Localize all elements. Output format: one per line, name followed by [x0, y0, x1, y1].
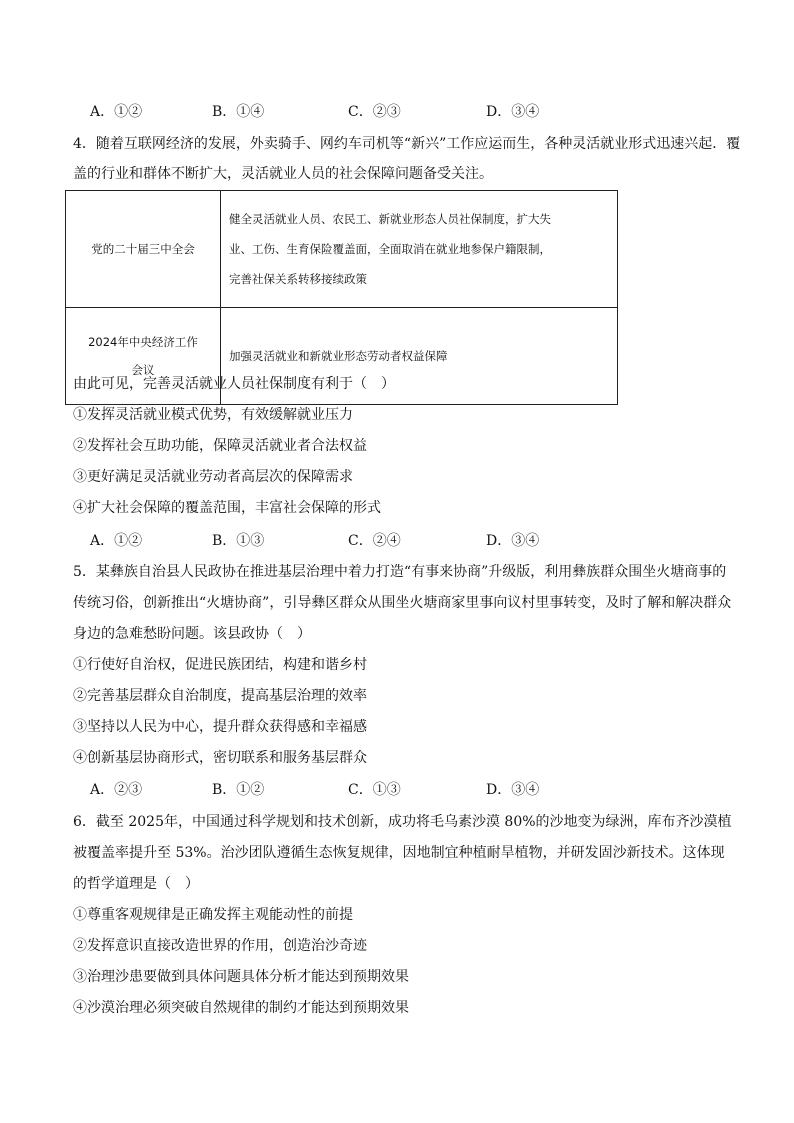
org-name: 党的二十届三中全会 — [91, 242, 195, 256]
q6-stem-line-1: 6．截至 2025年，中国通过科学规划和技术创新，成功将毛乌素沙漠 80%的沙地变为绿洲，库布齐沙漠植 — [73, 814, 732, 830]
q6-statement-2: ②发挥意识直接改造世界的作用，创造治沙奇迹 — [73, 938, 367, 954]
q4-question: 由此可见，完善灵活就业人员社保制度有利于（ ） — [73, 376, 395, 392]
q3-option-b: B．①④ — [212, 104, 265, 120]
q5-option-a: A．②③ — [90, 782, 143, 798]
table-row — [66, 191, 618, 308]
q5-statement-1: ①行使好自治权，促进民族团结，构建和谐乡村 — [73, 657, 367, 673]
q5-option-c: C．①③ — [348, 782, 401, 798]
q4-option-c: C．②④ — [348, 533, 401, 549]
q5-stem-line-3: 身边的急难愁盼问题。该县政协（ ） — [73, 626, 311, 642]
q5-statement-4: ④创新基层协商形式，密切联系和服务基层群众 — [73, 750, 367, 766]
q4-stem-line-1: 4．随着互联网经济的发展，外卖骑手、网约车司机等“新兴”工作应运而生，各种灵活就业形式迅速兴起．覆 — [73, 136, 741, 152]
q3-option-c: C．②③ — [348, 104, 401, 120]
q3-option-a: A．①② — [90, 104, 143, 120]
q5-option-d: D．③④ — [486, 782, 540, 798]
table-cell-content — [221, 191, 618, 308]
q3-option-d: D．③④ — [486, 104, 540, 120]
table-cell-org — [66, 191, 221, 308]
q4-option-b: B．①③ — [212, 533, 265, 549]
content-line: 加强灵活就业和新就业形态劳动者权益保障 — [229, 349, 448, 363]
q4-statement-1: ①发挥灵活就业模式优势，有效缓解就业压力 — [73, 407, 353, 423]
q6-statement-3: ③治理沙患要做到具体问题具体分析才能达到预期效果 — [73, 969, 409, 985]
q4-stem-line-2: 盖的行业和群体不断扩大，灵活就业人员的社会保障问题备受关注。 — [73, 166, 493, 182]
q5-stem-line-2: 传统习俗，创新推出“火塘协商”，引导彝区群众从围坐火塘商家里事向议村里事转变，及时了解和解决群众 — [73, 595, 732, 611]
q5-statement-3: ③坚持以人民为中心，提升群众获得感和幸福感 — [73, 719, 367, 735]
content-line: 健全灵活就业人员、农民工、新就业形态人员社保制度，扩大失 — [229, 212, 551, 226]
q4-statement-4: ④扩大社会保障的覆盖范围，丰富社会保障的形式 — [73, 500, 381, 516]
q4-statement-2: ②发挥社会互助功能，保障灵活就业者合法权益 — [73, 438, 367, 454]
content-line: 业、工伤、生育保险覆盖面，全面取消在就业地参保户籍限制， — [229, 242, 551, 256]
q5-option-b: B．①② — [212, 782, 265, 798]
org-name-line: 2024年中央经济工作 — [88, 335, 198, 349]
q4-option-a: A．①② — [90, 533, 143, 549]
q5-statement-2: ②完善基层群众自治制度，提高基层治理的效率 — [73, 688, 367, 704]
q4-statement-3: ③更好满足灵活就业劳动者高层次的保障需求 — [73, 469, 353, 485]
q6-statement-1: ①尊重客观规律是正确发挥主观能动性的前提 — [73, 907, 353, 923]
q6-statement-4: ④沙漠治理必须突破自然规律的制约才能达到预期效果 — [73, 1000, 409, 1016]
q6-stem-line-2: 被覆盖率提升至 53%。治沙团队遵循生态恢复规律，因地制宜种植耐旱植物，并研发固沙新技术。这体现 — [73, 845, 725, 861]
q6-stem-line-3: 的哲学道理是（ ） — [73, 876, 199, 892]
q4-policy-table — [65, 190, 618, 405]
q5-stem-line-1: 5．某彝族自治县人民政协在推进基层治理中着力打造“有事来协商”升级版，利用彝族群众围坐火塘商事的 — [73, 564, 727, 580]
q4-option-d: D．③④ — [486, 533, 540, 549]
org-name-line: 会议 — [131, 363, 155, 377]
content-line: 完善社保关系转移接续政策 — [229, 272, 367, 286]
